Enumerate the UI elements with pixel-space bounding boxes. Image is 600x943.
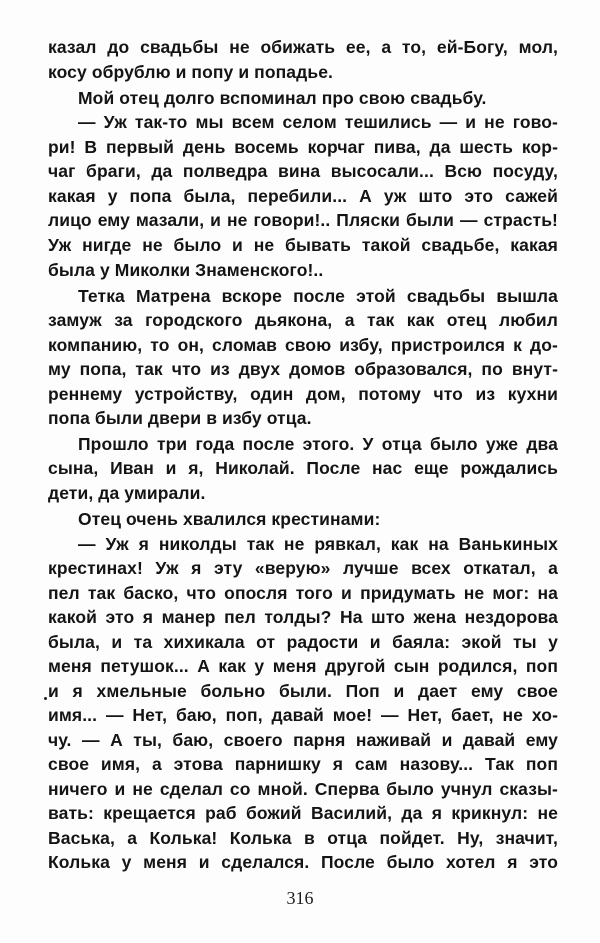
text-line: чаг браги, да полведра вина высосали... Всю посуду, (48, 161, 558, 181)
text-line: лицо ему мазали, и не говори!.. Пляски были — страсть! (48, 210, 558, 230)
text-line: сына, Иван и я, Николай. После нас еще рождались (48, 458, 558, 478)
text-line: замуж за городского дьякона, а так как отец любил (48, 310, 558, 330)
text-line: Мой отец долго вспоминал про свою свадьбу. (78, 88, 487, 108)
text-line: Тетка Матрена вскоре после этой свадьбы вышла (78, 286, 558, 306)
text-line: ри! В первый день восемь корчаг пива, да шесть кор- (48, 137, 558, 157)
text-line: имя... — Нет, баю, поп, давай мое! — Нет, бает, не хо- (48, 705, 558, 725)
text-line: и я хмельные больно были. Поп и дает ему свое (48, 681, 558, 701)
text-line: косу обрублю и попу и попадье. (48, 62, 333, 82)
text-line: свое имя, а этова парнишку я сам назову... Так поп (48, 754, 558, 774)
text-line: реннему устройству, один дом, потому что из кухни (48, 384, 558, 404)
text-line: вать: крещается раб божий Василий, да я крикнул: не (48, 803, 558, 823)
text-line: была, и та хихикала от радости и баяла: экой ты у (48, 632, 558, 652)
text-line: Уж нигде не было и не бывать такой свадьбе, какая (48, 235, 558, 255)
ink-speck (44, 697, 47, 700)
text-line: ничего и не сделал со мной. Сперва было учнул сказы- (48, 779, 558, 799)
text-line: какая у попа была, перебили... А уж што это сажей (48, 186, 558, 206)
text-line: крестинах! Уж я эту «верую» лучше всех откатал, а (48, 558, 558, 578)
text-line: чу. — А ты, баю, своего парня наживай и давай ему (48, 730, 558, 750)
text-line: какой это я манер пел толды? На што жена нездорова (48, 607, 558, 627)
text-line: — Уж я николды так не рявкал, как на Ванькиных (78, 534, 558, 554)
text-line: дети, да умирали. (48, 483, 206, 503)
text-line: Прошло три года после этого. У отца было уже два (78, 434, 558, 454)
text-line: Колька у меня и сделался. После было хотел я это (48, 852, 558, 872)
text-line: была у Миколки Знаменского!.. (48, 260, 324, 280)
page-number: 316 (286, 888, 314, 908)
text-line: меня петушок... А как у меня другой сын родился, поп (48, 656, 558, 676)
text-line: попа были двери в избу отца. (48, 408, 312, 428)
text-line: компанию, то он, сломав свою избу, пристроился к до- (48, 335, 558, 355)
text-line: — Уж так-то мы всем селом тешились — и не гово- (78, 112, 558, 132)
text-line: Васька, а Колька! Колька в отца пойдет. Ну, значит, (48, 828, 558, 848)
text-line: Отец очень хвалился крестинами: (78, 509, 381, 529)
text-line: пел так баско, что опосля того и придумать не мог: на (48, 583, 558, 603)
text-line: му попа, так что из двух домов образовался, по внут- (48, 359, 558, 379)
text-line: казал до свадьбы не обижать ее, а то, ей-Богу, мол, (48, 37, 558, 57)
